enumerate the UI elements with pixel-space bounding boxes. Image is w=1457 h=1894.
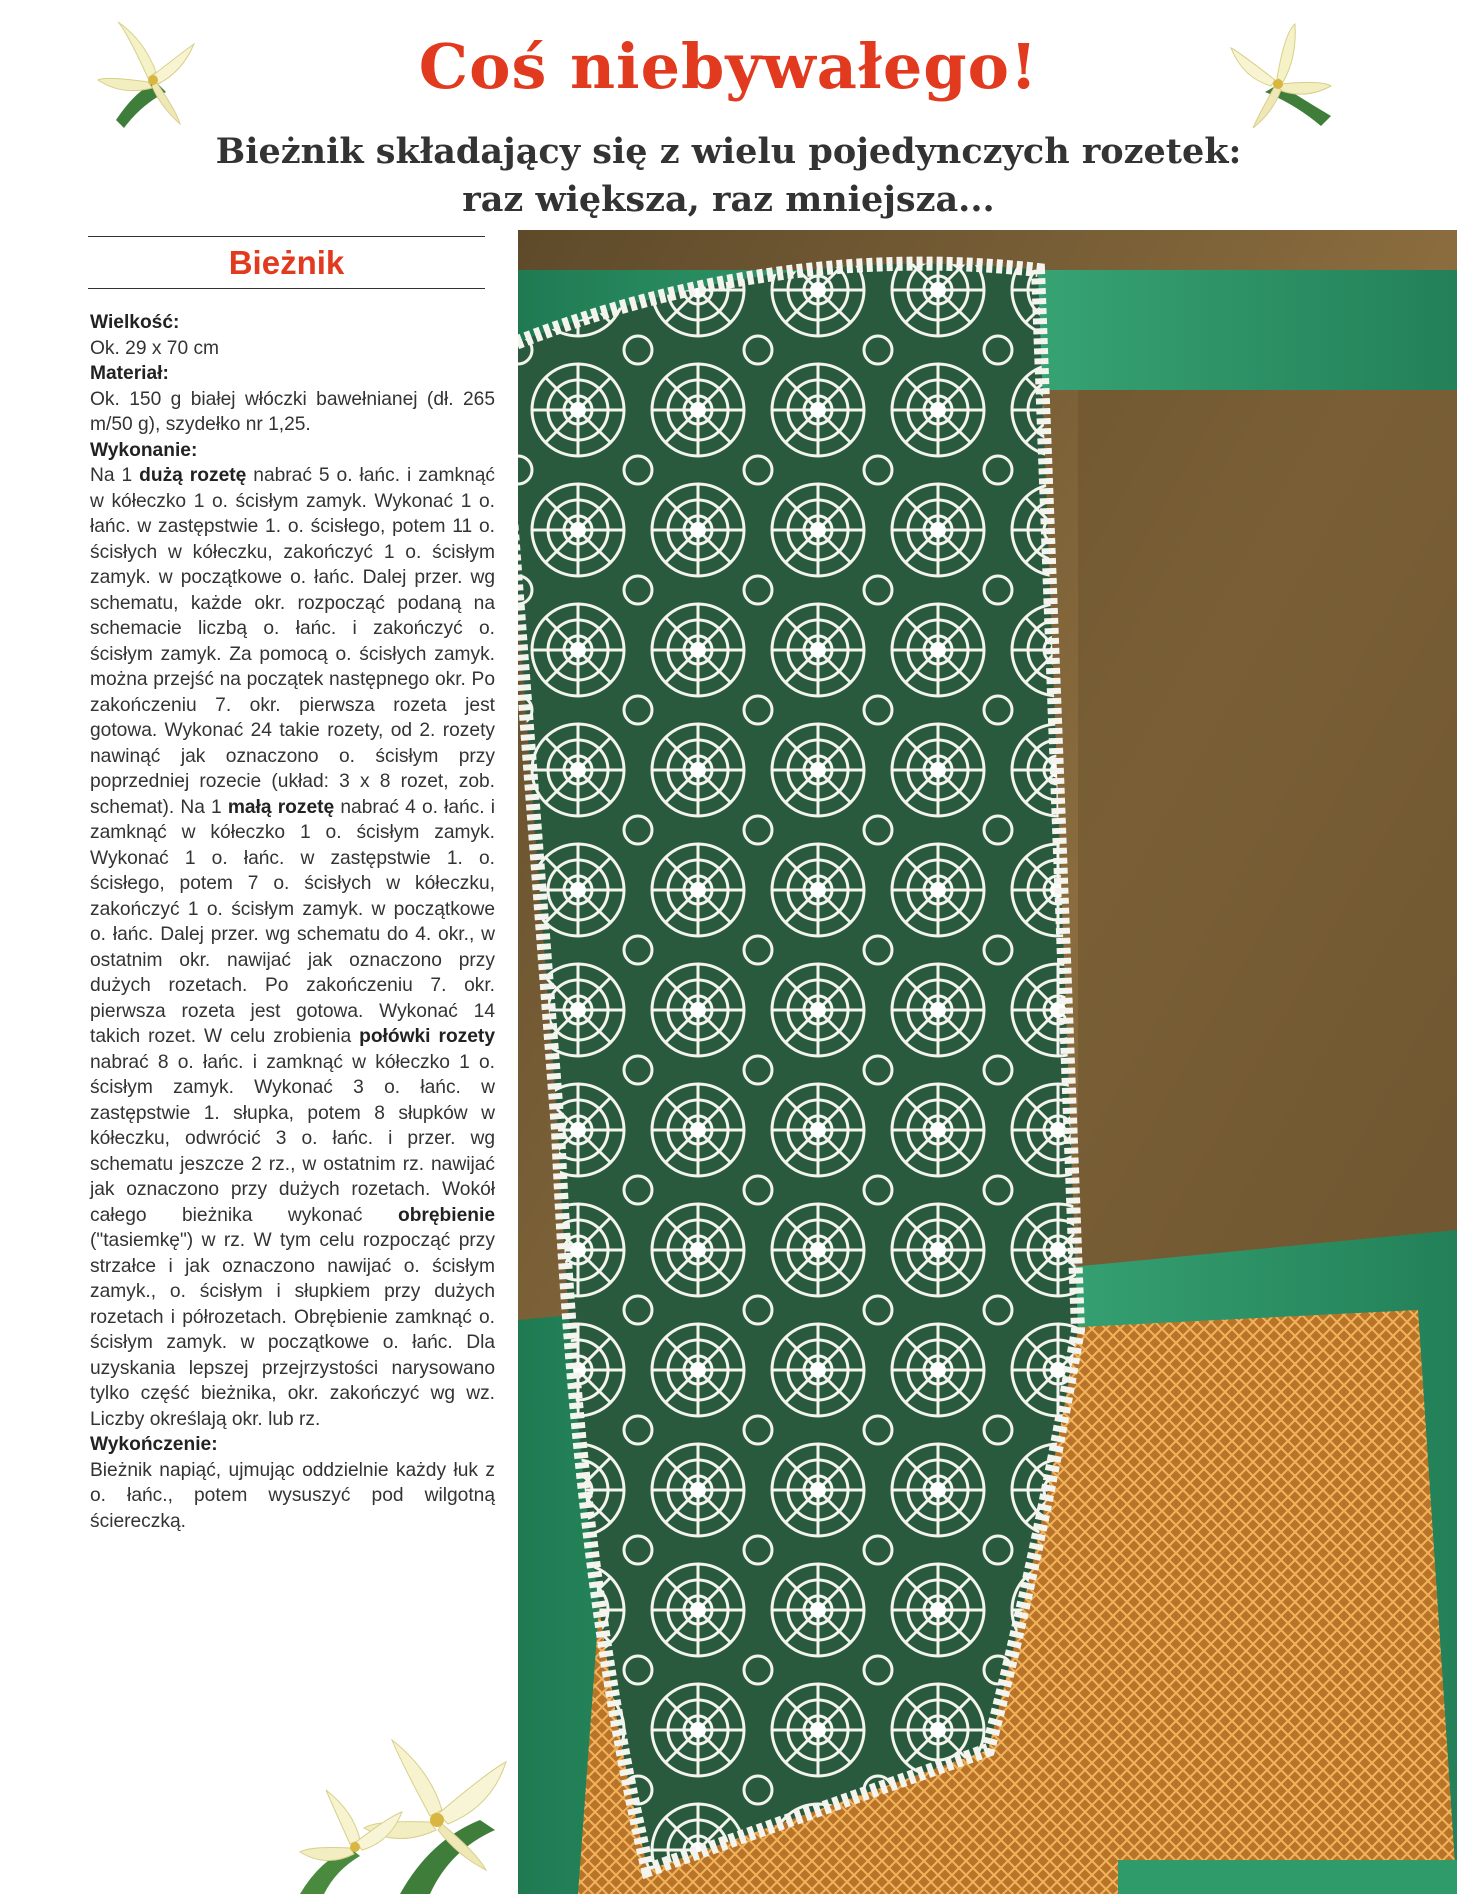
material-value: Ok. 150 g białej włóczki bawełnianej (dł. 265 m/50 g), szydełko nr 1,25.	[90, 388, 495, 435]
subtitle-line-1: Bieżnik składający się z wielu pojedynczych rozetek:	[215, 131, 1242, 172]
lily-flower-icon	[96, 20, 196, 130]
text-run: Na 1	[90, 465, 140, 486]
subtitle-line-2: raz większa, raz mniejsza...	[462, 179, 995, 220]
page-title: Coś niebywałego!	[418, 30, 1039, 103]
lace-runner-illustration	[518, 230, 1457, 1894]
execution-text	[90, 463, 495, 1432]
term-edging: obrębienie	[397, 1204, 495, 1226]
lace-runner-photo	[518, 230, 1457, 1894]
text-run: nabrać 5 o. łańc. i zamknąć w kółeczko 1 o. ścisłym zamyk. Wykonać 1 o. łańc. w zastępstwie 1. o. ścisłego, potem 11 o. ścisłych w kółeczku, zakończyć 1 o. ścisłym zamyk. w początkowe o. łańc. Dalej przer. wg schematu, każde okr. rozpocząć podaną na schemacie liczbą o. łańc. i zakończyć o. ścisłym zamyk. Za pomocą o. ścisłych zamyk. można przejść na początek następnego okr. Po zakończeniu 7. okr. pierwsza rozeta jest gotowa. Wykonać 24 takie rozety, od 2. rozety nawinąć jak oznaczono o. ścisłym przy poprzedniej rozecie (układ: 3 x 8 rozet, zob. schemat). Na 1	[90, 465, 495, 818]
term-large-rosette: dużą rozetę	[139, 465, 247, 486]
pattern-instructions	[90, 310, 495, 1534]
finish-label: Wykończenie:	[90, 1434, 218, 1455]
section-rule-top	[88, 236, 485, 237]
lily-flower-icon	[1225, 22, 1335, 132]
execution-label: Wykonanie:	[90, 439, 198, 461]
text-run: ("tasiemkę") w rz. W tym celu rozpocząć przy strzałce i jak oznaczono nawijać o. ścisłym zamyk., o. ścisłym i słupkiem przy dużych rozetach i półrozetach. Obrębienie zamknąć o. ścisłym zamyk. w początkowe o. łańc. Dla uzyskania lepszej przejrzystości narysowano tylko część bieżnika, okr. zakończyć wg wz. Liczby określają okr. lub rz.	[90, 1230, 495, 1430]
term-half-rosette: połówki rozety	[359, 1026, 495, 1047]
page-subtitle	[140, 128, 1317, 224]
size-value: Ok. 29 x 70 cm	[90, 337, 220, 359]
lily-flowers-icon	[280, 1720, 550, 1894]
text-run: nabrać 8 o. łańc. i zamknąć w kółeczko 1 o. ścisłym zamyk. Wykonać 3 o. łańc. w zastępstwie 1. słupka, potem 8 słupków w kółeczku, odwrócić 3 o. łańc. i przer. wg schematu jeszcze 2 rz., w ostatnim rz. nawijać jak oznaczono przy dużych rozetach. Wokół całego bieżnika wykonać	[90, 1051, 495, 1226]
size-label: Wielkość:	[90, 312, 180, 333]
material-label: Materiał:	[90, 363, 169, 384]
text-run: nabrać 4 o. łańc. i zamknąć w kółeczko 1 o. ścisłym zamyk. Wykonać 1 o. łańc. w zastępstwie 1. o. ścisłego, potem 7 o. ścisłych w kółeczku, zakończyć 1 o. ścisłym zamyk. w początkowe o. łańc. Dalej przer. wg schematu do 4. okr., w ostatnim okr. nawijać jak oznaczono przy dużych rozetach. Po zakończeniu 7. okr. pierwsza rozeta jest gotowa. Wykonać 14 takich rozet. W celu zrobienia	[90, 796, 496, 1047]
term-small-rosette: małą rozetę	[227, 796, 335, 818]
finish-value: Bieżnik napiąć, ujmując oddzielnie każdy łuk z o. łańc., potem wysuszyć pod wilgotną ściereczką.	[90, 1459, 495, 1532]
section-rule-bottom	[88, 288, 485, 289]
section-title: Bieżnik	[228, 244, 345, 281]
